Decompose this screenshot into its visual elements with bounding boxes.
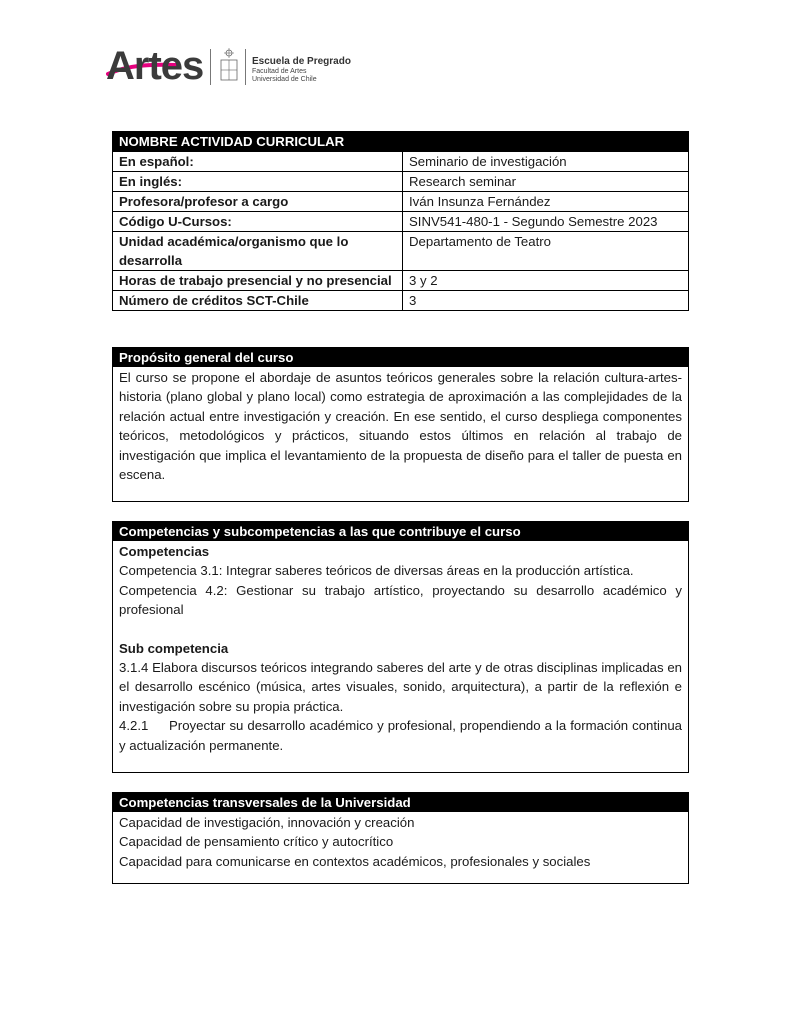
transversal-section: [112, 792, 689, 884]
sub-competencia-text: Elabora discursos teóricos integrando saberes del arte y de otras disciplinas implicadas en el desarrollo escénico (música, artes visuales, sonido, arquitectura), a partir de la reflexión e investigación sobre su propia práctica.: [119, 660, 683, 714]
row-value: Seminario de investigación: [403, 152, 689, 172]
school-text: [252, 57, 351, 84]
row-label: Profesora/profesor a cargo: [113, 192, 403, 212]
faculty-name: Facultad de Artes: [252, 68, 307, 75]
row-value: SINV541-480-1 - Segundo Semestre 2023: [403, 212, 689, 232]
purpose-text: El curso se propone el abordaje de asuntos teóricos generales sobre la relación cultura-artes-historia (plano global y plano local) como estrategia de aproximación a las complejidades de la relación actual entre investigación y creación. En ese sentido, el curso despliega componentes teóricos, metodológicos y prácticos, situando estos últimos en relación al trabajo de investigación que implica el levantamiento de la propuesta de diseño para el taller de puesta en escena.: [119, 370, 682, 483]
purpose-title: Propósito general del curso: [113, 348, 688, 367]
logo-divider: [210, 49, 211, 85]
row-value: Research seminar: [403, 172, 689, 192]
row-label: Código U-Cursos:: [113, 212, 403, 232]
row-value: 3 y 2: [403, 271, 689, 291]
row-label: Unidad académica/organismo que lo desarrolla: [113, 232, 403, 271]
table-row: [113, 172, 689, 192]
competencies-title: Competencias y subcompetencias a las que contribuye el curso: [113, 522, 688, 541]
row-label: En español:: [113, 152, 403, 172]
sub-competencia-number: 3.1.4: [119, 660, 149, 676]
school-name: Escuela de Pregrado: [252, 56, 351, 67]
competencias-heading: Competencias: [119, 544, 210, 559]
activity-table-title: NOMBRE ACTIVIDAD CURRICULAR: [113, 132, 689, 152]
competencia-item: Competencia 3.1: Integrar saberes teóricos de diversas áreas en la producción artística.: [119, 563, 634, 579]
row-value: Departamento de Teatro: [403, 232, 689, 271]
sub-competencia-number: 4.2.1: [119, 718, 149, 734]
competencia-item: Competencia 4.2: Gestionar su trabajo artístico, proyectando su desarrollo académico y profesional: [119, 582, 682, 618]
table-row: [113, 192, 689, 212]
row-value: 3: [403, 291, 689, 311]
table-row: [113, 212, 689, 232]
university-name: Universidad de Chile: [252, 76, 317, 83]
table-row: [113, 271, 689, 291]
sub-competencia-heading: Sub competencia: [119, 640, 229, 656]
transversal-item: Capacidad de pensamiento crítico y autocrítico: [119, 834, 394, 850]
sub-competencia-item: [119, 716, 682, 755]
row-label: Número de créditos SCT-Chile: [113, 291, 403, 311]
activity-table: [112, 131, 689, 311]
row-label: En inglés:: [113, 172, 403, 192]
logo-wordmark: Artes: [106, 44, 204, 88]
competencies-section: [112, 521, 689, 773]
transversal-title: Competencias transversales de la Universidad: [113, 793, 688, 812]
row-label: Horas de trabajo presencial y no presencial: [113, 271, 403, 291]
table-row: [113, 232, 689, 271]
university-seal-icon: [218, 48, 240, 84]
logo-divider: [245, 49, 246, 85]
row-value: Iván Insunza Fernández: [403, 192, 689, 212]
transversal-item: Capacidad para comunicarse en contextos académicos, profesionales y sociales: [119, 853, 591, 869]
table-row: [113, 152, 689, 172]
transversal-item: Capacidad de investigación, innovación y creación: [119, 815, 415, 830]
sub-competencia-item: [119, 658, 682, 716]
table-row: [113, 291, 689, 311]
header-logo: [106, 44, 426, 88]
purpose-section: [112, 347, 689, 502]
sub-competencia-text: Proyectar su desarrollo académico y profesional, propendiendo a la formación continua y actualización permanente.: [119, 718, 682, 753]
